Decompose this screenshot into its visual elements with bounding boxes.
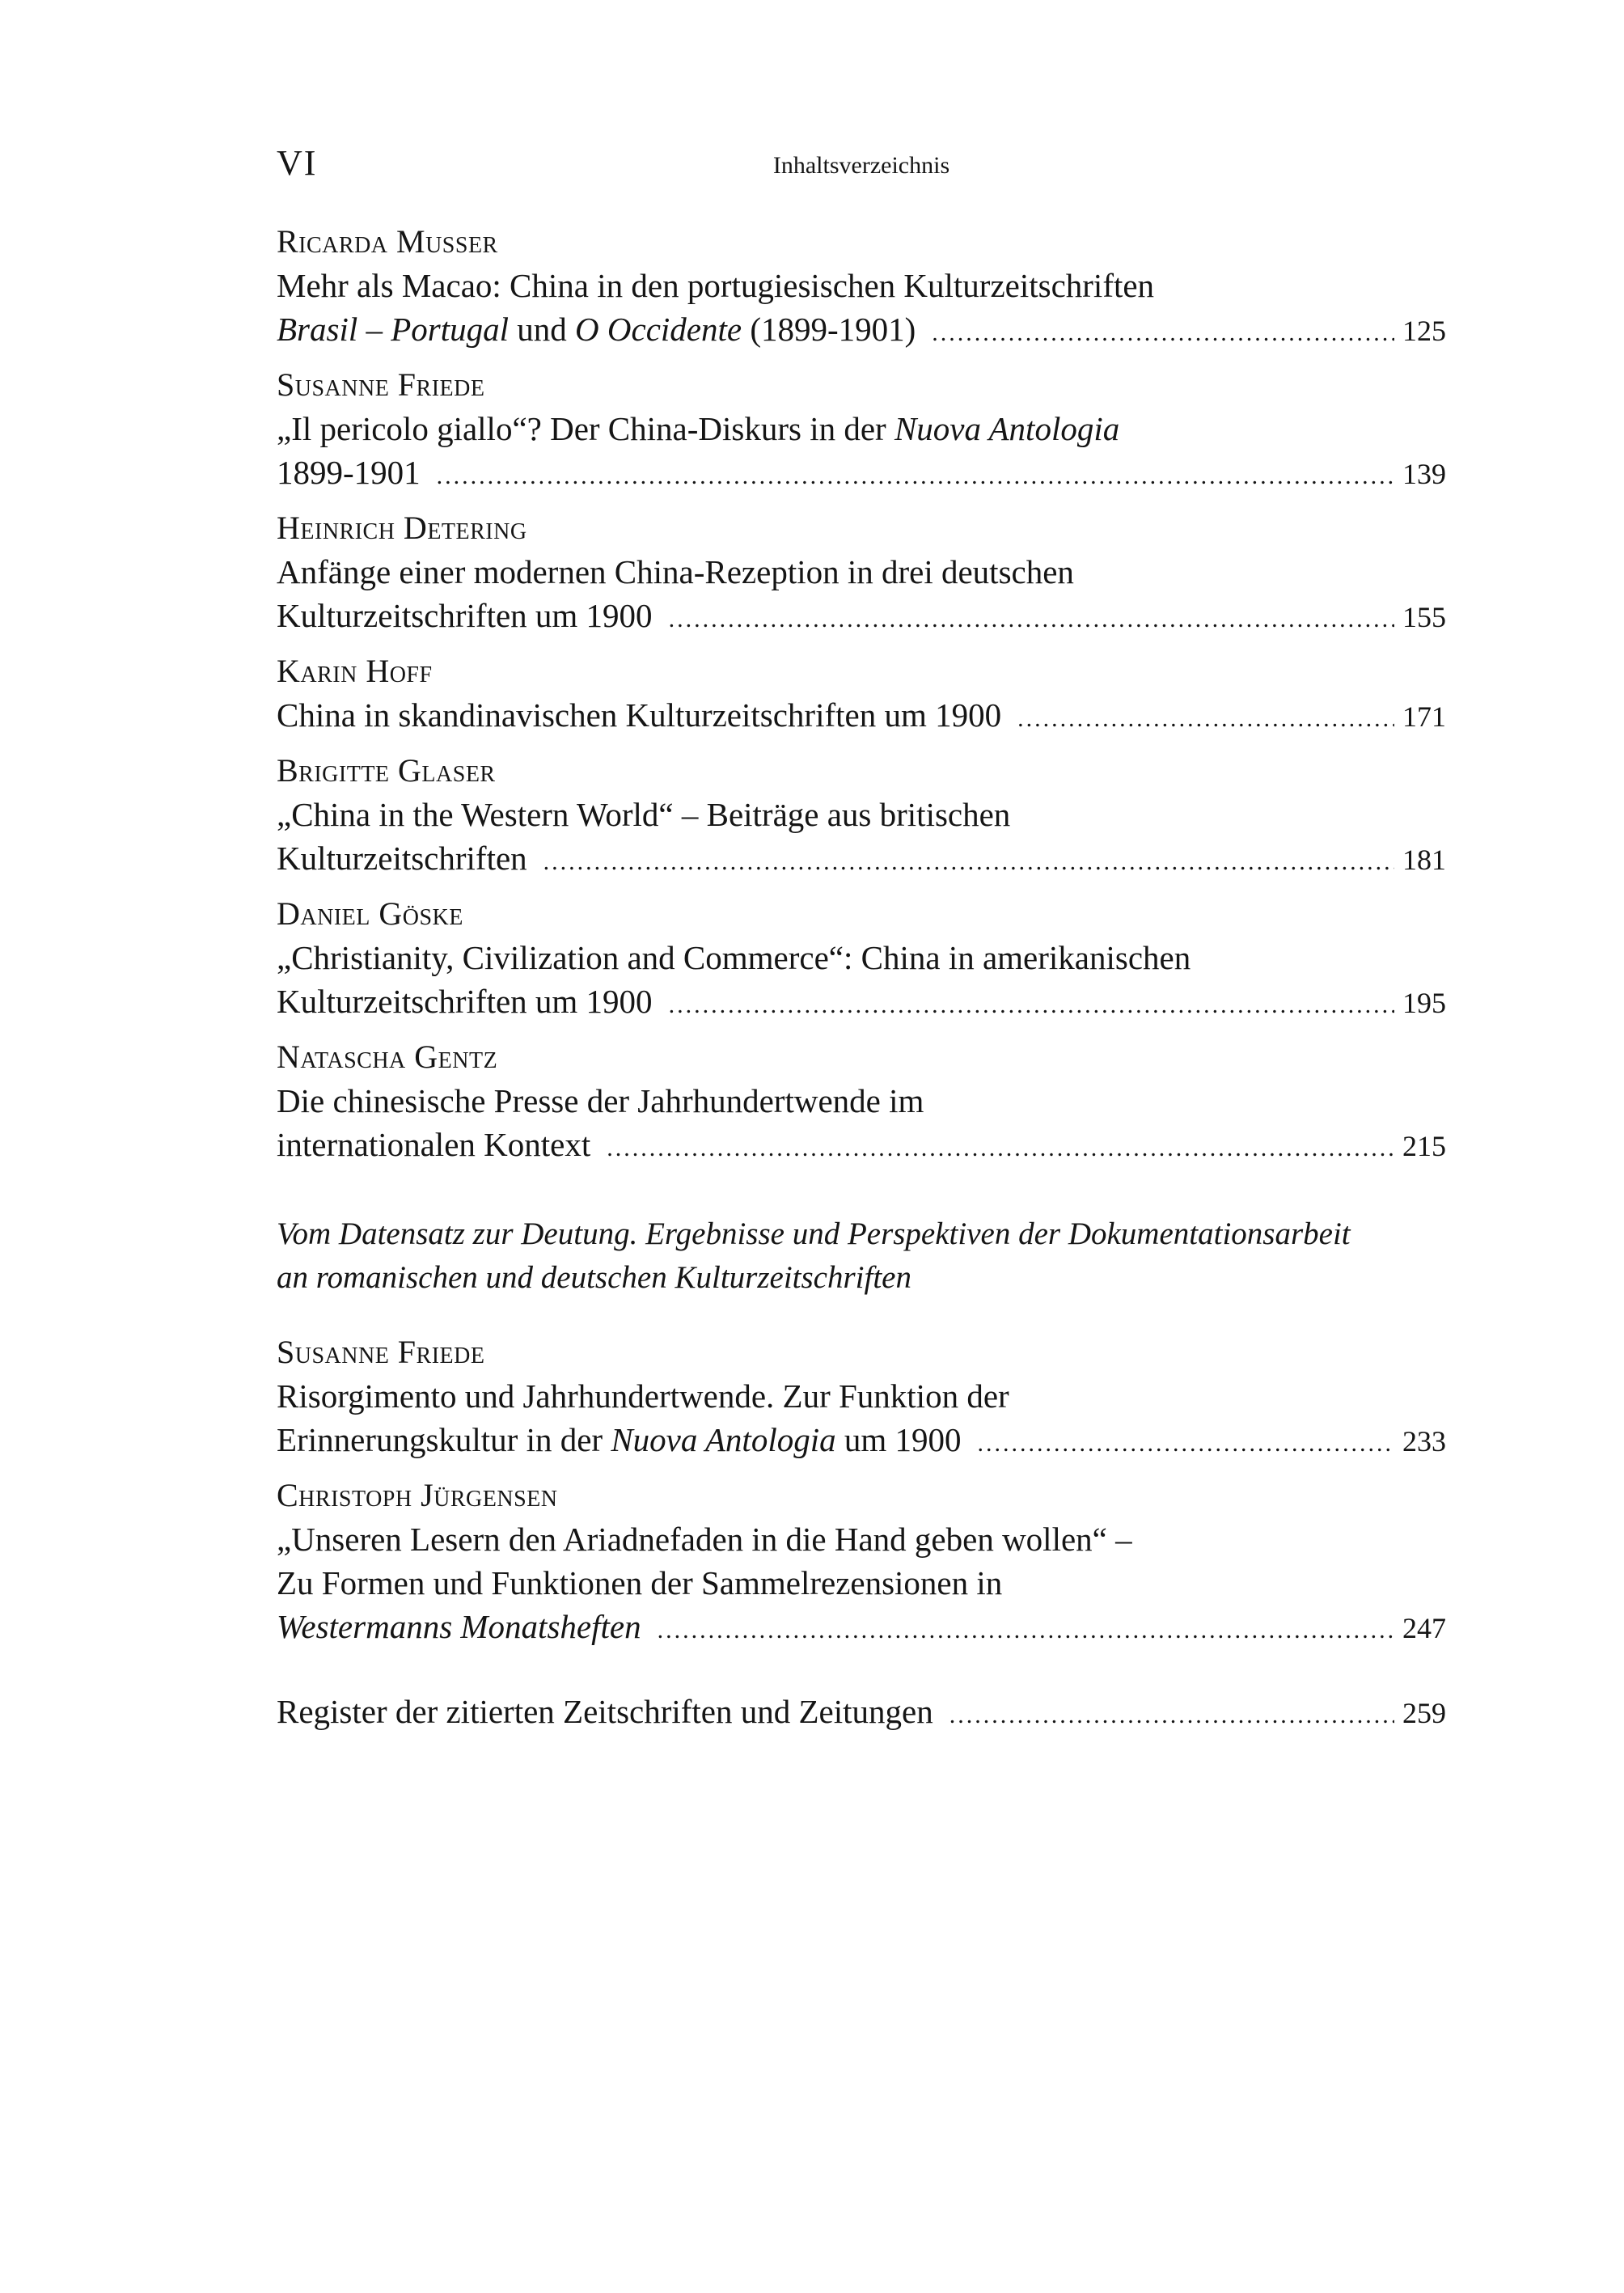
entry-title-line: „Unseren Lesern den Ariadnefaden in die Hand geben wollen“ – — [277, 1521, 1132, 1558]
toc-entry — [277, 220, 1446, 355]
entry-title-last-line: Kulturzeitschriften um 1900 ..... 155 — [277, 594, 1446, 641]
entry-author: Karin Hoff — [277, 653, 433, 689]
entry-page[interactable]: 233 — [1402, 1425, 1446, 1457]
entry-page[interactable]: 195 — [1402, 987, 1446, 1019]
toc-entry — [277, 1035, 1446, 1170]
toc-entry — [277, 363, 1446, 498]
section-heading — [277, 1212, 1446, 1300]
entry-title-line: „China in the Western World“ – Beiträge aus britischen — [277, 796, 1011, 833]
entry-author: Heinrich Detering — [277, 510, 527, 546]
toc-entry — [277, 1331, 1446, 1466]
entry-title-last-line: China in skandinavischen Kulturzeitschriften um 1900 ..... 171 — [277, 693, 1446, 741]
periodical-title: Brasil – Portugal — [277, 311, 510, 348]
entry-title-last-line: internationalen Kontext ..... 215 — [277, 1123, 1446, 1170]
entry-title-last-line: Brasil – Portugal und O Occidente (1899-1901) ..... 125 — [277, 307, 1446, 355]
entry-author: Brigitte Glaser — [277, 752, 496, 789]
dot-leader — [669, 598, 1394, 641]
entry-title-line: Zu Formen und Funktionen der Sammelrezensionen in — [277, 1564, 1003, 1601]
entry-page[interactable]: 181 — [1402, 844, 1446, 876]
running-title: Inhaltsverzeichnis — [772, 152, 950, 179]
entry-title-last-line: Register der zitierten Zeitschriften und Zeitungen ..... 259 — [277, 1690, 1446, 1737]
toc-entry — [277, 506, 1446, 641]
entry-page[interactable]: 171 — [1402, 700, 1446, 733]
entry-title-line: Mehr als Macao: China in den portugiesischen Kulturzeitschriften — [277, 267, 1155, 304]
entry-title-line: Die chinesische Presse der Jahrhundertwende im — [277, 1082, 924, 1119]
periodical-title: Westermanns Monatsheften — [277, 1608, 641, 1645]
toc-entry — [277, 892, 1446, 1027]
entry-title-last-line: Erinnerungskultur in der Nuova Antologia um 1900 ..... 233 — [277, 1418, 1446, 1466]
page-number: VI — [277, 143, 318, 183]
entry-page[interactable]: 155 — [1402, 601, 1446, 633]
periodical-title: O Occidente — [575, 311, 742, 348]
entry-author: Daniel Göske — [277, 895, 463, 932]
entry-title-last-line — [277, 1605, 1446, 1652]
entry-page[interactable]: 259 — [1402, 1697, 1446, 1729]
page-header — [277, 142, 1446, 191]
entry-author: Natascha Gentz — [277, 1039, 498, 1075]
dot-leader — [437, 455, 1394, 498]
entry-author: Christoph Jürgensen — [277, 1477, 558, 1513]
entry-author: Ricarda Musser — [277, 223, 498, 260]
entry-title-line: „Christianity, Civilization and Commerce“: China in amerikanischen — [277, 939, 1191, 976]
dot-leader — [1017, 697, 1394, 741]
dot-leader — [978, 1422, 1394, 1466]
entry-title-line: „Il pericolo giallo“? Der China-Diskurs in der Nuova Antologia — [277, 410, 1120, 447]
periodical-title: Nuova Antologia — [611, 1421, 836, 1458]
entry-title-line: Risorgimento und Jahrhundertwende. Zur Funktion der — [277, 1377, 1009, 1415]
toc-entry — [277, 649, 1446, 741]
section-heading-line: Vom Datensatz zur Deutung. Ergebnisse und Perspektiven der Dokumentationsarbeit — [277, 1216, 1351, 1251]
entry-title-last-line: 1899-1901 ..... 139 — [277, 451, 1446, 498]
entry-page[interactable]: 215 — [1402, 1130, 1446, 1162]
dot-leader — [669, 984, 1394, 1027]
entry-author: Susanne Friede — [277, 1334, 485, 1370]
entry-title-last-line: Kulturzeitschriften ..... 181 — [277, 836, 1446, 884]
dot-leader — [607, 1127, 1394, 1170]
entry-page[interactable]: 125 — [1402, 315, 1446, 347]
dot-leader — [658, 1609, 1394, 1652]
table-of-contents — [277, 220, 1446, 1745]
section-heading-line: an romanischen und deutschen Kulturzeitschriften — [277, 1260, 911, 1295]
toc-entry — [277, 749, 1446, 884]
entry-page[interactable]: 247 — [1402, 1612, 1446, 1644]
periodical-title: Nuova Antologia — [894, 410, 1120, 447]
entry-author: Susanne Friede — [277, 366, 485, 403]
toc-entry-register — [277, 1690, 1446, 1737]
entry-title-line: Anfänge einer modernen China-Rezeption in drei deutschen — [277, 553, 1074, 590]
dot-leader — [543, 840, 1394, 884]
toc-entry — [277, 1474, 1446, 1652]
dot-leader — [949, 1694, 1394, 1737]
entry-title-last-line: Kulturzeitschriften um 1900 ..... 195 — [277, 979, 1446, 1027]
entry-page[interactable]: 139 — [1402, 458, 1446, 490]
dot-leader — [932, 311, 1394, 355]
